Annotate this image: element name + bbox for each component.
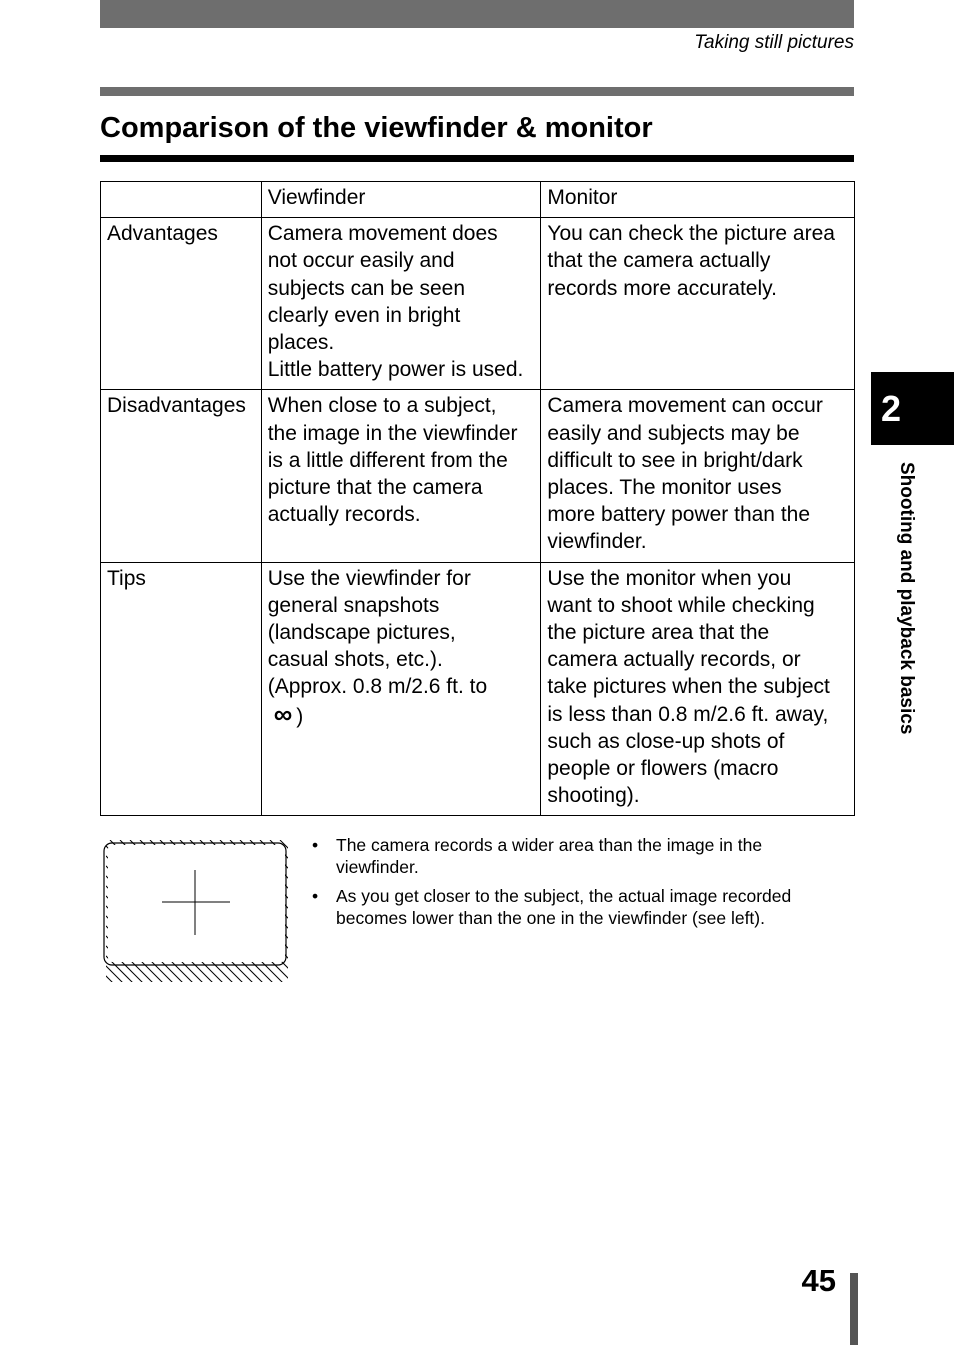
row-label: Tips — [101, 562, 262, 816]
cell-line: is a little different from the — [267, 448, 508, 472]
cell-line: easily and subjects may be — [547, 421, 800, 445]
cell-line: When close to a subject, — [267, 394, 497, 418]
cell-line: not occur easily and — [267, 249, 455, 273]
cell-line: the image in the viewfinder — [267, 421, 518, 445]
cell-line: Camera movement does — [267, 222, 498, 246]
cell-line: Use the monitor when you — [547, 566, 792, 590]
note-line: becomes lower than the one in the viewfinder (see left). — [336, 908, 765, 928]
table-row-disadvantages — [101, 390, 855, 562]
note-item — [312, 885, 852, 929]
header-cell-empty — [101, 182, 262, 218]
header-bar — [100, 0, 854, 28]
bullet: • — [312, 886, 319, 906]
chapter-title: Shooting and playback basics — [896, 462, 917, 735]
notes-list — [312, 834, 852, 936]
viewfinder-cell — [261, 390, 541, 562]
row-label: Advantages — [101, 218, 262, 390]
cell-line: Use the viewfinder for — [267, 566, 471, 590]
monitor-cell — [541, 390, 855, 562]
cell-line: subjects can be seen — [267, 276, 466, 300]
cell-line: the picture area that the — [547, 621, 770, 645]
running-head: Taking still pictures — [694, 32, 854, 53]
title-top-bar — [100, 87, 854, 96]
cell-line: places. The monitor uses — [547, 476, 782, 500]
cell-line: Camera movement can occur — [547, 394, 823, 418]
viewfinder-cell — [261, 218, 541, 390]
note-line: As you get closer to the subject, the actual image recorded — [336, 886, 792, 906]
viewfinder-illustration — [100, 840, 290, 985]
monitor-cell — [541, 562, 855, 816]
cell-line: shooting). — [547, 784, 640, 808]
cell-line: records more accurately. — [547, 276, 777, 300]
bullet: • — [312, 835, 319, 855]
table-row-tips — [101, 562, 855, 816]
viewfinder-cell — [261, 562, 541, 816]
cell-line: such as close-up shots of — [547, 729, 785, 753]
cell-line: want to shoot while checking — [547, 593, 815, 617]
cell-line: take pictures when the subject — [547, 675, 830, 699]
page-number: 45 — [801, 1263, 836, 1298]
cell-line: casual shots, etc.). — [267, 648, 443, 672]
closing-paren: ) — [296, 704, 304, 728]
cell-line: viewfinder. — [547, 530, 647, 554]
chapter-tab — [871, 372, 954, 445]
af-target-mark — [162, 870, 230, 935]
cell-line: Little battery power is used. — [267, 358, 524, 382]
title-underline — [100, 155, 854, 162]
cell-line: (landscape pictures, — [267, 621, 456, 645]
cell-line: difficult to see in bright/dark — [547, 448, 803, 472]
cell-line: camera actually records, or — [547, 648, 801, 672]
cell-line: that the camera actually — [547, 249, 771, 273]
page-number-bar — [850, 1273, 858, 1345]
table-header-row — [101, 182, 855, 218]
cell-line: general snapshots — [267, 593, 440, 617]
infinity-icon: ∞ — [273, 698, 293, 729]
section-title: Comparison of the viewfinder & monitor — [100, 112, 653, 144]
cell-line: people or flowers (macro — [547, 757, 779, 781]
table-row-advantages — [101, 218, 855, 390]
cell-line: picture that the camera — [267, 476, 483, 500]
header-cell-viewfinder: Viewfinder — [261, 182, 541, 218]
monitor-cell — [541, 218, 855, 390]
cell-line: places. — [267, 331, 335, 355]
cell-line: more battery power than the — [547, 503, 811, 527]
cell-line: You can check the picture area — [547, 222, 835, 246]
cell-line-infinity — [268, 698, 535, 730]
cell-line: (Approx. 0.8 m/2.6 ft. to — [267, 675, 488, 699]
note-line: viewfinder. — [336, 857, 419, 877]
comparison-table — [100, 181, 855, 816]
cell-line: clearly even in bright — [267, 303, 461, 327]
cell-line: actually records. — [267, 503, 421, 527]
header-cell-monitor: Monitor — [541, 182, 855, 218]
row-label: Disadvantages — [101, 390, 262, 562]
cell-line: is less than 0.8 m/2.6 ft. away, — [547, 702, 829, 726]
note-item — [312, 834, 852, 878]
note-line: The camera records a wider area than the image in the — [336, 835, 763, 855]
chapter-number: 2 — [881, 388, 902, 429]
